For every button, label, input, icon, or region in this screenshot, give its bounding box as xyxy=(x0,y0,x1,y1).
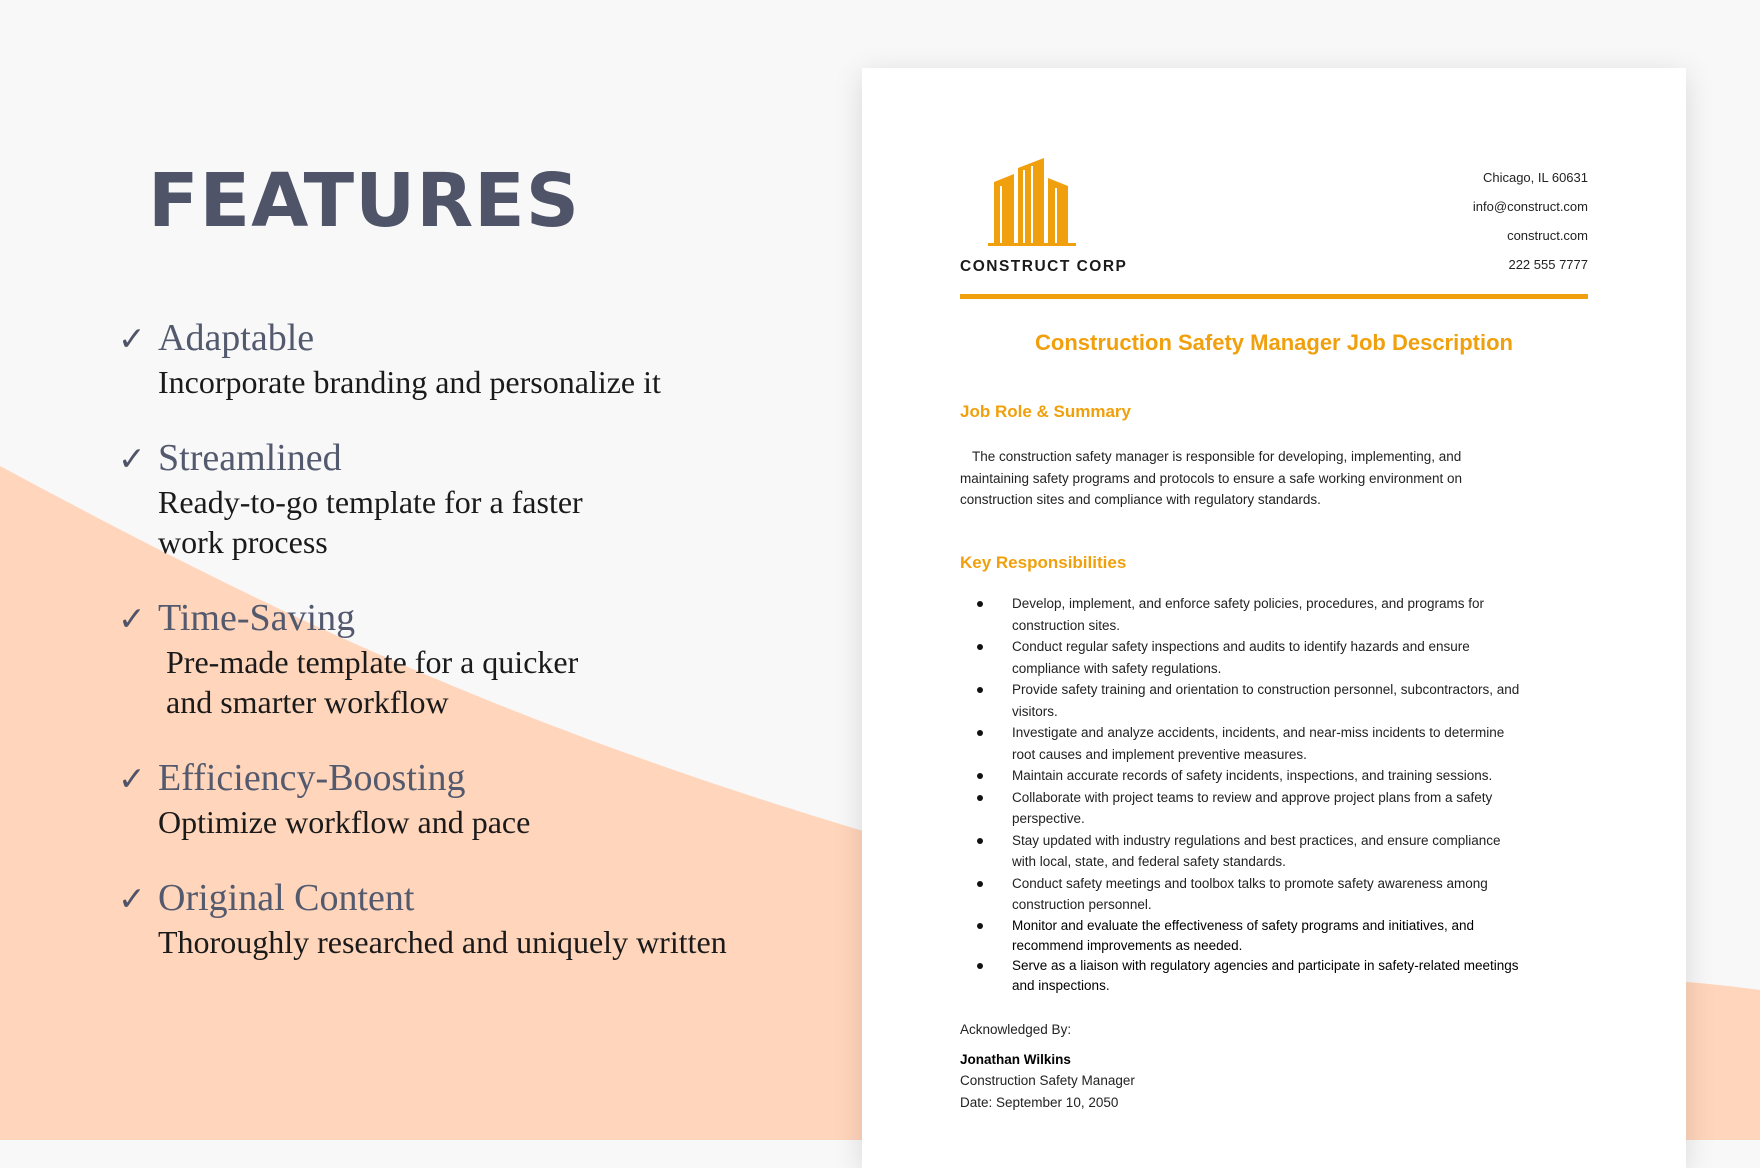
list-item: Collaborate with project teams to review and approve project plans from a safety perspective. xyxy=(992,787,1582,830)
acknowledged-label: Acknowledged By: xyxy=(960,1022,1072,1037)
feature-name: Efficiency-Boosting xyxy=(158,757,466,799)
check-icon: ✓ xyxy=(118,879,146,918)
job-description-document xyxy=(862,68,1686,1168)
contact-phone: 222 555 7777 xyxy=(1508,257,1588,272)
feature-adaptable xyxy=(118,316,661,402)
list-item: Develop, implement, and enforce safety policies, procedures, and programs for construction sites. xyxy=(992,593,1582,636)
check-icon: ✓ xyxy=(118,439,146,478)
feature-name: Streamlined xyxy=(158,437,342,479)
contact-website: construct.com xyxy=(1507,228,1588,243)
check-icon: ✓ xyxy=(118,599,146,638)
feature-time-saving xyxy=(118,596,578,722)
feature-description: Thoroughly researched and uniquely written xyxy=(158,924,727,960)
feature-description: Incorporate branding and personalize it xyxy=(158,364,661,400)
feature-description: Ready-to-go template for a faster work process xyxy=(158,484,583,560)
contact-info xyxy=(1473,170,1588,286)
list-item: Conduct safety meetings and toolbox talks to promote safety awareness among construction personnel. xyxy=(992,873,1582,916)
signer-date: Date: September 10, 2050 xyxy=(960,1094,1119,1110)
feature-efficiency-boosting xyxy=(118,756,530,842)
header-divider xyxy=(960,294,1588,299)
signer-name: Jonathan Wilkins xyxy=(960,1051,1071,1067)
features-title: FEATURES xyxy=(148,158,581,244)
feature-description: Optimize workflow and pace xyxy=(158,804,531,840)
responsibilities-list xyxy=(992,593,1582,996)
document-title: Construction Safety Manager Job Description xyxy=(1035,330,1513,355)
summary-heading: Job Role & Summary xyxy=(960,402,1131,421)
feature-name: Original Content xyxy=(158,877,415,919)
feature-original-content xyxy=(118,876,727,962)
list-item: Maintain accurate records of safety incidents, inspections, and training sessions. xyxy=(992,765,1582,787)
feature-name: Adaptable xyxy=(158,317,315,359)
responsibilities-heading: Key Responsibilities xyxy=(960,553,1127,572)
check-icon: ✓ xyxy=(118,759,146,798)
list-item: Investigate and analyze accidents, incidents, and near-miss incidents to determine root causes and implement preventive measures. xyxy=(992,722,1582,765)
list-item: Monitor and evaluate the effectiveness of safety programs and initiatives, and recommend improvements as needed. xyxy=(992,916,1582,956)
feature-description: Pre-made template for a quicker and smarter workflow xyxy=(166,644,579,720)
summary-text: The construction safety manager is responsible for developing, implementing, and maintaining safety programs and protocols to ensure a safe working environment on construction sites and compliance with regulatory standards. xyxy=(960,449,1463,507)
list-item: Stay updated with industry regulations and best practices, and ensure compliance with local, state, and federal safety standards. xyxy=(992,830,1582,873)
contact-email: info@construct.com xyxy=(1472,199,1588,214)
feature-streamlined xyxy=(118,436,583,562)
acknowledgement-block xyxy=(960,1019,1135,1113)
contact-address: Chicago, IL 60631 xyxy=(1482,170,1588,185)
list-item: Serve as a liaison with regulatory agencies and participate in safety-related meetings and inspections. xyxy=(992,956,1582,996)
signer-role: Construction Safety Manager xyxy=(960,1073,1135,1088)
company-logo xyxy=(960,156,1132,276)
list-item: Provide safety training and orientation to construction personnel, subcontractors, and visitors. xyxy=(992,679,1582,722)
feature-name: Time-Saving xyxy=(158,597,356,639)
company-name: CONSTRUCT CORP xyxy=(960,258,1128,275)
building-logo-icon xyxy=(988,156,1076,248)
list-item: Conduct regular safety inspections and audits to identify hazards and ensure compliance with safety regulations. xyxy=(992,636,1582,679)
check-icon: ✓ xyxy=(118,319,146,358)
